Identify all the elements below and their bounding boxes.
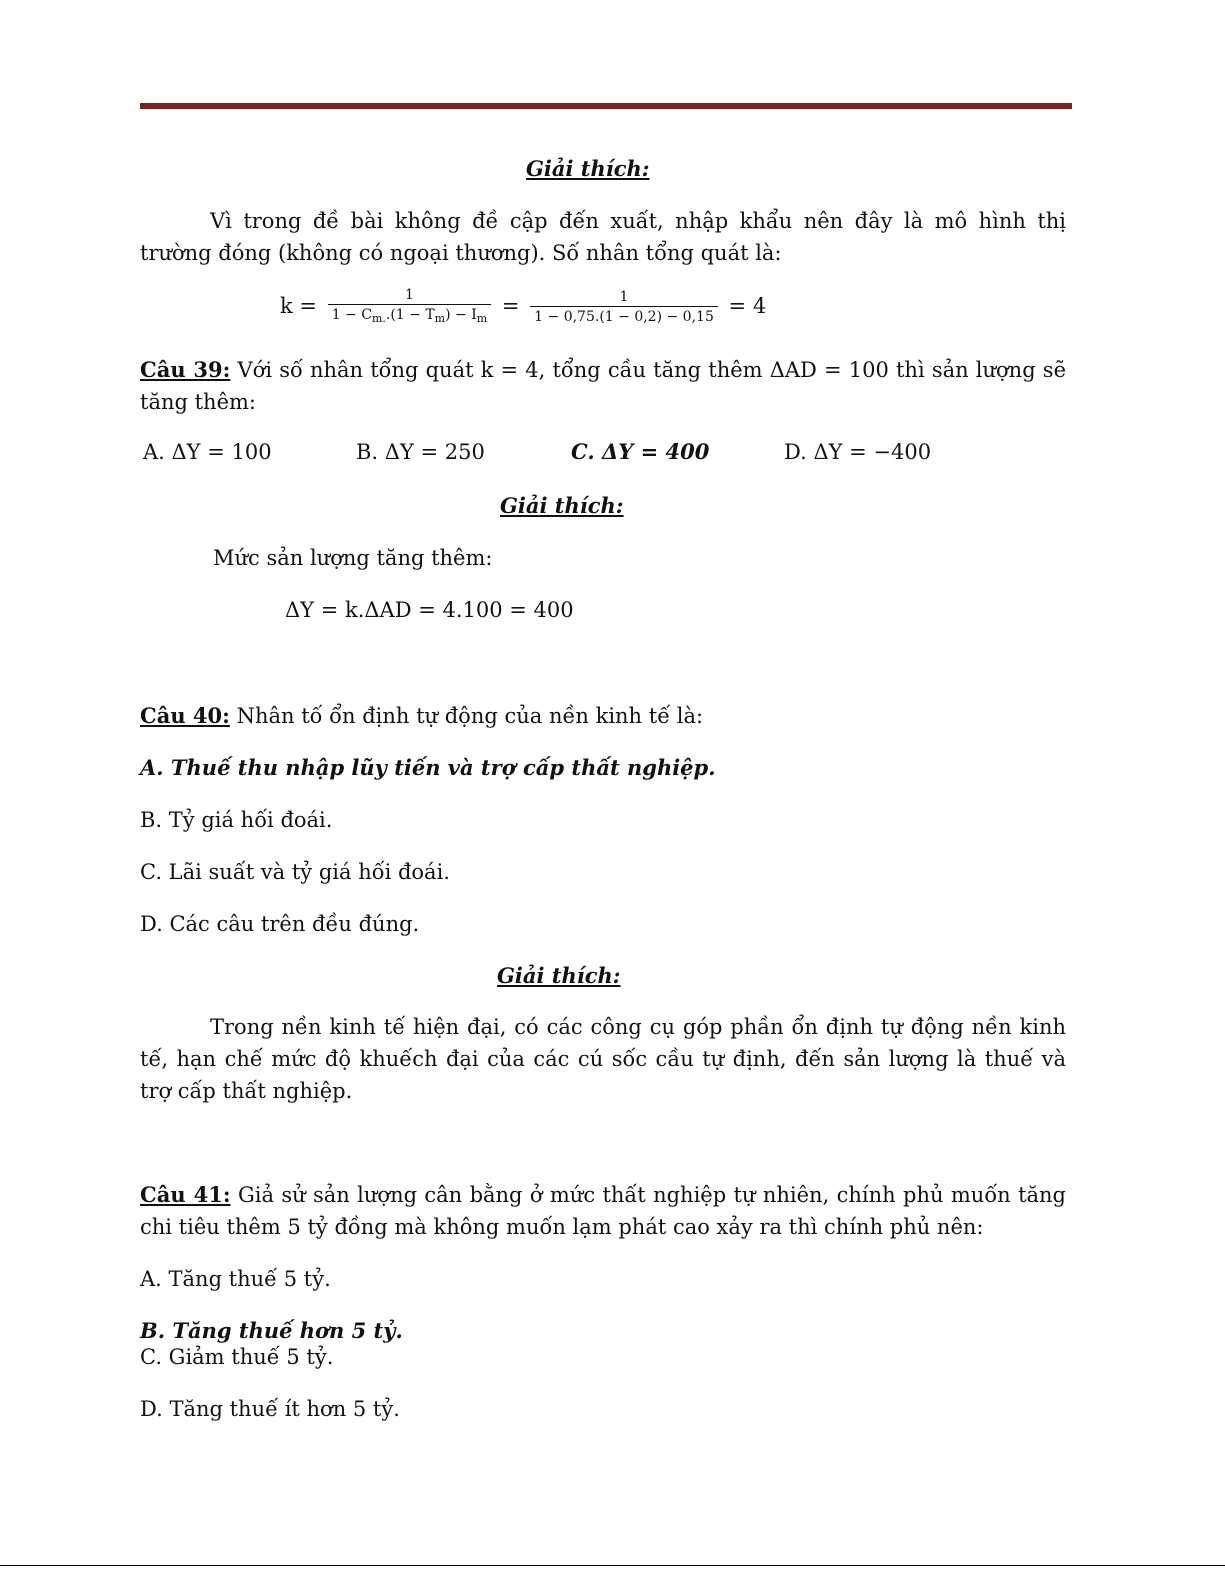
q40-explain-paragraph: Trong nền kinh tế hiện đại, có các công cụ góp phần ổn định tự động nền kinh tế, hạn chế mức độ khuếch đại của các cú sốc cầu tự định, đến sản lượng là thuế và trợ cấp thất nghiệp.	[140, 1015, 1066, 1103]
formula-num1: 1	[328, 286, 491, 305]
q39-explain-line: Mức sản lượng tăng thêm:	[213, 546, 493, 570]
den1-sub-tm: m	[434, 312, 446, 325]
q39-question-block	[140, 354, 1066, 418]
multiplier-formula	[280, 286, 766, 329]
q40-option-c: C. Lãi suất và tỷ giá hối đoái.	[140, 860, 450, 884]
formula-lhs: k =	[280, 294, 317, 318]
den1-part-a: 1 − C	[331, 307, 372, 323]
q39-question: Với số nhân tổng quát k = 4, tổng cầu tăng thêm ΔAD = 100 thì sản lượng sẽ tăng thêm:	[140, 358, 1066, 414]
q39-explain-heading: Giải thích:	[500, 493, 624, 518]
q39-option-d: D. ΔY = −400	[784, 440, 932, 464]
q41-option-b-correct: B. Tăng thuế hơn 5 tỷ.	[140, 1318, 403, 1343]
formula-result: = 4	[728, 294, 767, 318]
q38-explain-paragraph: Vì trong đề bài không đề cập đến xuất, nhập khẩu nên đây là mô hình thị trường đóng (không có ngoại thương). Số nhân tổng quát là:	[140, 209, 1066, 265]
den1-sub-cm: m.	[371, 312, 386, 325]
q40-question: Nhân tố ổn định tự động của nền kinh tế là:	[236, 704, 704, 728]
q40-option-b: B. Tỷ giá hối đoái.	[140, 808, 333, 832]
q39-equation: ΔY = k.ΔAD = 4.100 = 400	[285, 598, 574, 622]
q40-option-a-correct: A. Thuế thu nhập lũy tiến và trợ cấp thất nghiệp.	[140, 755, 716, 780]
q40-label: Câu 40:	[140, 703, 230, 728]
q41-option-c: C. Giảm thuế 5 tỷ.	[140, 1345, 334, 1369]
q41-option-a: A. Tăng thuế 5 tỷ.	[140, 1267, 331, 1291]
q41-question: Giả sử sản lượng cân bằng ở mức thất nghiệp tự nhiên, chính phủ muốn tăng chi tiêu thêm 5 tỷ đồng mà không muốn lạm phát cao xảy ra thì chính phủ nên:	[140, 1183, 1066, 1239]
q39-label: Câu 39:	[140, 357, 231, 382]
den1-sub-im: m	[476, 312, 488, 325]
formula-den2: 1 − 0,75.(1 − 0,2) − 0,15	[534, 309, 714, 325]
formula-den1	[328, 305, 491, 329]
q38-explain-heading: Giải thích:	[526, 156, 650, 181]
formula-num2: 1	[530, 288, 718, 307]
q40-option-d: D. Các câu trên đều đúng.	[140, 912, 420, 936]
q40-question-block	[140, 700, 703, 732]
q39-option-c-correct: C. ΔY = 400	[571, 439, 710, 464]
q41-question-block	[140, 1179, 1066, 1243]
q40-explain-heading: Giải thích:	[497, 963, 621, 988]
formula-eq: =	[501, 294, 520, 318]
q41-option-d: D. Tăng thuế ít hơn 5 tỷ.	[140, 1397, 400, 1421]
den1-part-c: ) − I	[445, 307, 477, 323]
formula-fraction-symbolic	[328, 286, 491, 329]
formula-fraction-numeric	[530, 288, 718, 327]
q39-option-a: A. ΔY = 100	[143, 440, 272, 464]
header-rule	[140, 103, 1072, 109]
q41-label: Câu 41:	[140, 1182, 231, 1207]
page-bottom-edge	[0, 1565, 1225, 1566]
q39-option-b: B. ΔY = 250	[356, 440, 485, 464]
den1-part-b: .(1 − T	[385, 307, 435, 323]
